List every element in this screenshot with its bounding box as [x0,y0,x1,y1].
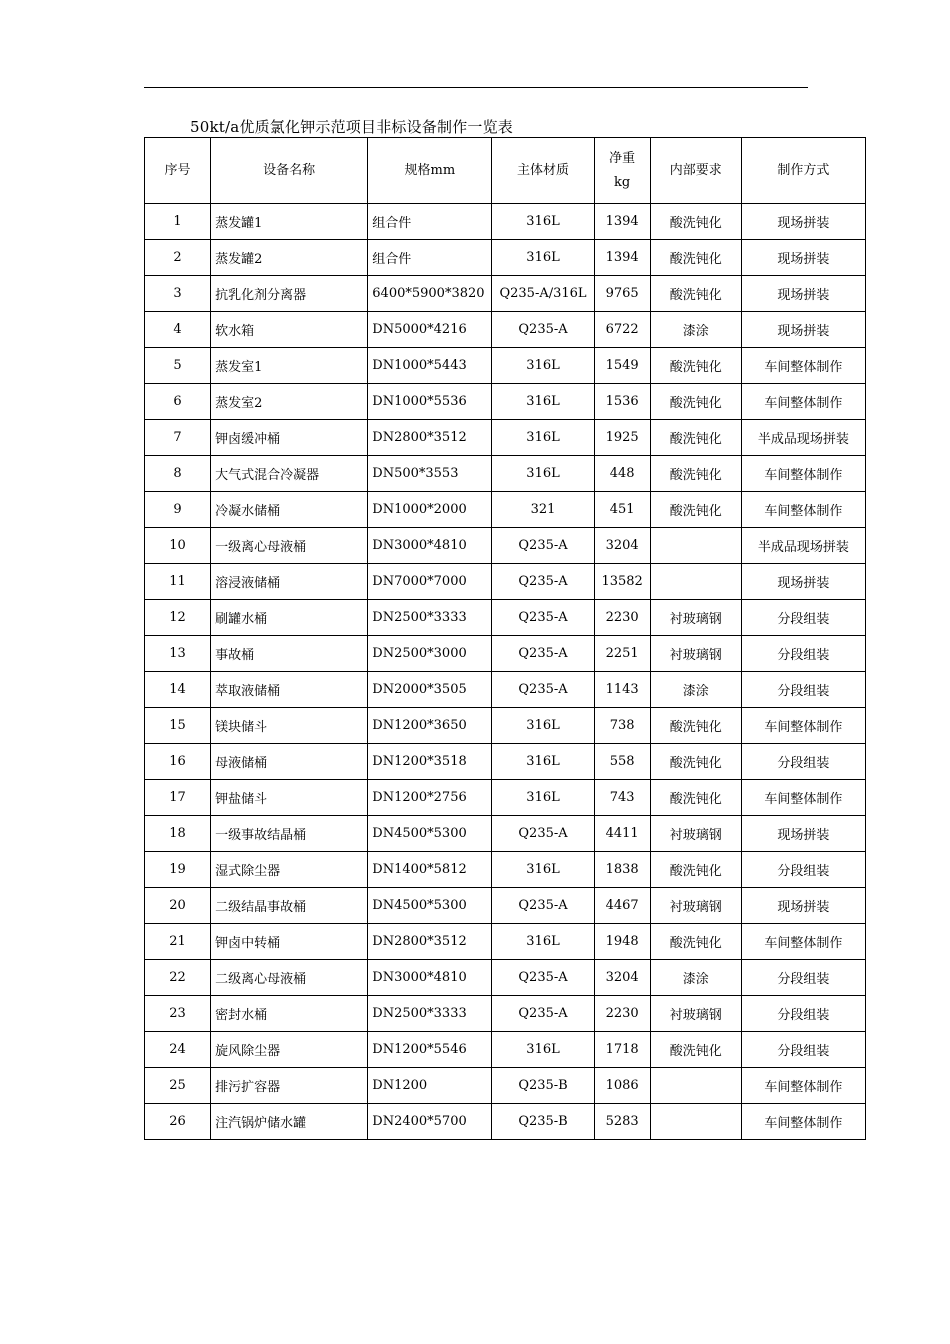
cell-spec: DN3000*4810 [368,528,492,564]
cell-name: 湿式除尘器 [211,852,368,888]
cell-material: 316L [492,204,594,240]
cell-internal [650,528,741,564]
cell-index: 26 [145,1104,211,1140]
cell-spec: DN2000*3505 [368,672,492,708]
cell-spec: DN1000*5443 [368,348,492,384]
table-row [145,204,866,240]
cell-spec: DN4500*5300 [368,888,492,924]
cell-internal: 酸洗钝化 [650,492,741,528]
cell-weight: 9765 [594,276,650,312]
cell-material: Q235-A/316L [492,276,594,312]
cell-material: 316L [492,456,594,492]
cell-internal [650,564,741,600]
cell-fabrication: 现场拼装 [741,276,865,312]
cell-spec: DN1200*2756 [368,780,492,816]
cell-name: 蒸发罐1 [211,204,368,240]
cell-weight: 1925 [594,420,650,456]
cell-spec: 6400*5900*3820 [368,276,492,312]
cell-fabrication: 分段组装 [741,852,865,888]
cell-material: Q235-B [492,1104,594,1140]
cell-weight: 451 [594,492,650,528]
cell-internal [650,1068,741,1104]
header-weight-line1: 净重 [609,150,636,166]
cell-fabrication: 车间整体制作 [741,780,865,816]
cell-spec: DN7000*7000 [368,564,492,600]
cell-weight: 1394 [594,204,650,240]
cell-name: 钾卤缓冲桶 [211,420,368,456]
cell-material: 321 [492,492,594,528]
cell-fabrication: 现场拼装 [741,312,865,348]
cell-internal: 酸洗钝化 [650,456,741,492]
cell-fabrication: 现场拼装 [741,204,865,240]
cell-weight: 1086 [594,1068,650,1104]
table-row [145,996,866,1032]
cell-internal: 衬玻璃钢 [650,600,741,636]
table-row [145,420,866,456]
cell-internal: 酸洗钝化 [650,708,741,744]
table-row [145,672,866,708]
cell-weight: 448 [594,456,650,492]
cell-internal: 衬玻璃钢 [650,888,741,924]
cell-name: 冷凝水储桶 [211,492,368,528]
cell-name: 旋风除尘器 [211,1032,368,1068]
cell-index: 15 [145,708,211,744]
cell-index: 5 [145,348,211,384]
table-row [145,816,866,852]
cell-fabrication: 半成品现场拼装 [741,420,865,456]
cell-weight: 2230 [594,996,650,1032]
cell-index: 18 [145,816,211,852]
cell-index: 19 [145,852,211,888]
cell-index: 4 [145,312,211,348]
cell-fabrication: 车间整体制作 [741,1068,865,1104]
cell-spec: DN1200*3518 [368,744,492,780]
table-row [145,1032,866,1068]
table-row [145,564,866,600]
header-spec: 规格mm [368,138,492,204]
cell-name: 一级离心母液桶 [211,528,368,564]
cell-spec: DN1200 [368,1068,492,1104]
cell-material: 316L [492,240,594,276]
cell-material: Q235-A [492,672,594,708]
cell-weight: 1394 [594,240,650,276]
table-row [145,1104,866,1140]
header-name: 设备名称 [211,138,368,204]
cell-name: 蒸发室1 [211,348,368,384]
table-row [145,348,866,384]
cell-name: 事故桶 [211,636,368,672]
cell-index: 8 [145,456,211,492]
cell-name: 钾盐储斗 [211,780,368,816]
cell-index: 11 [145,564,211,600]
cell-material: 316L [492,744,594,780]
table-row [145,1068,866,1104]
cell-spec: DN4500*5300 [368,816,492,852]
cell-name: 排污扩容器 [211,1068,368,1104]
cell-weight: 3204 [594,960,650,996]
header-material: 主体材质 [492,138,594,204]
header-weight [594,138,650,204]
cell-material: 316L [492,852,594,888]
cell-weight: 1718 [594,1032,650,1068]
cell-name: 刷罐水桶 [211,600,368,636]
cell-weight: 1549 [594,348,650,384]
cell-index: 10 [145,528,211,564]
table-row [145,240,866,276]
cell-spec: DN2500*3333 [368,600,492,636]
cell-name: 注汽锅炉储水罐 [211,1104,368,1140]
cell-index: 24 [145,1032,211,1068]
cell-fabrication: 分段组装 [741,1032,865,1068]
header-index: 序号 [145,138,211,204]
cell-material: 316L [492,780,594,816]
cell-material: Q235-A [492,600,594,636]
cell-internal: 漆涂 [650,672,741,708]
cell-fabrication: 分段组装 [741,996,865,1032]
cell-spec: DN3000*4810 [368,960,492,996]
table-row [145,924,866,960]
cell-fabrication: 车间整体制作 [741,348,865,384]
cell-internal: 酸洗钝化 [650,852,741,888]
cell-index: 17 [145,780,211,816]
table-row [145,276,866,312]
cell-internal: 酸洗钝化 [650,240,741,276]
cell-spec: DN1000*2000 [368,492,492,528]
cell-index: 14 [145,672,211,708]
cell-name: 萃取液储桶 [211,672,368,708]
cell-weight: 3204 [594,528,650,564]
cell-name: 蒸发室2 [211,384,368,420]
cell-fabrication: 车间整体制作 [741,924,865,960]
cell-fabrication: 现场拼装 [741,240,865,276]
table-row [145,312,866,348]
cell-name: 蒸发罐2 [211,240,368,276]
cell-name: 母液储桶 [211,744,368,780]
cell-name: 软水箱 [211,312,368,348]
cell-internal: 酸洗钝化 [650,924,741,960]
cell-name: 镁块储斗 [211,708,368,744]
cell-weight: 5283 [594,1104,650,1140]
cell-name: 大气式混合冷凝器 [211,456,368,492]
cell-internal: 漆涂 [650,960,741,996]
table-header-row [145,138,866,204]
table-row [145,456,866,492]
cell-weight: 1143 [594,672,650,708]
cell-internal: 漆涂 [650,312,741,348]
cell-spec: DN2400*5700 [368,1104,492,1140]
cell-internal: 酸洗钝化 [650,348,741,384]
table-body [145,204,866,1140]
cell-fabrication: 分段组装 [741,672,865,708]
cell-fabrication: 分段组装 [741,636,865,672]
cell-index: 13 [145,636,211,672]
cell-spec: DN2500*3333 [368,996,492,1032]
cell-internal: 酸洗钝化 [650,420,741,456]
cell-index: 2 [145,240,211,276]
table-row [145,636,866,672]
cell-fabrication: 车间整体制作 [741,456,865,492]
cell-index: 23 [145,996,211,1032]
cell-name: 抗乳化剂分离器 [211,276,368,312]
cell-index: 22 [145,960,211,996]
cell-fabrication: 现场拼装 [741,564,865,600]
cell-weight: 1948 [594,924,650,960]
cell-weight: 743 [594,780,650,816]
cell-spec: DN2800*3512 [368,924,492,960]
cell-weight: 738 [594,708,650,744]
cell-name: 钾卤中转桶 [211,924,368,960]
header-weight-line2: kg [614,174,631,190]
table-row [145,528,866,564]
cell-internal: 衬玻璃钢 [650,636,741,672]
table-row [145,888,866,924]
cell-name: 二级离心母液桶 [211,960,368,996]
cell-spec: DN2800*3512 [368,420,492,456]
header-fabrication: 制作方式 [741,138,865,204]
cell-index: 25 [145,1068,211,1104]
cell-index: 16 [145,744,211,780]
table-row [145,708,866,744]
cell-material: Q235-A [492,636,594,672]
cell-spec: DN2500*3000 [368,636,492,672]
table-row [145,744,866,780]
cell-material: 316L [492,924,594,960]
cell-index: 3 [145,276,211,312]
cell-weight: 558 [594,744,650,780]
cell-internal: 酸洗钝化 [650,204,741,240]
table-row [145,852,866,888]
cell-internal: 酸洗钝化 [650,780,741,816]
document-title: 50kt/a优质氯化钾示范项目非标设备制作一览表 [190,118,514,136]
cell-weight: 2251 [594,636,650,672]
cell-weight: 6722 [594,312,650,348]
table-row [145,780,866,816]
cell-spec: DN1200*5546 [368,1032,492,1068]
cell-index: 1 [145,204,211,240]
cell-material: Q235-A [492,564,594,600]
cell-fabrication: 分段组装 [741,960,865,996]
cell-spec: DN500*3553 [368,456,492,492]
cell-name: 密封水桶 [211,996,368,1032]
cell-fabrication: 现场拼装 [741,816,865,852]
cell-weight: 13582 [594,564,650,600]
table-row [145,384,866,420]
cell-weight: 1838 [594,852,650,888]
cell-material: Q235-A [492,996,594,1032]
cell-weight: 1536 [594,384,650,420]
cell-spec: DN1400*5812 [368,852,492,888]
cell-index: 9 [145,492,211,528]
table-row [145,492,866,528]
cell-index: 6 [145,384,211,420]
cell-material: 316L [492,708,594,744]
cell-internal [650,1104,741,1140]
cell-material: 316L [492,1032,594,1068]
cell-fabrication: 车间整体制作 [741,1104,865,1140]
cell-weight: 4411 [594,816,650,852]
cell-weight: 2230 [594,600,650,636]
cell-spec: DN5000*4216 [368,312,492,348]
cell-name: 二级结晶事故桶 [211,888,368,924]
cell-material: Q235-A [492,312,594,348]
equipment-table [144,137,866,1140]
cell-spec: DN1200*3650 [368,708,492,744]
cell-spec: DN1000*5536 [368,384,492,420]
cell-spec: 组合件 [368,204,492,240]
cell-spec: 组合件 [368,240,492,276]
cell-name: 一级事故结晶桶 [211,816,368,852]
cell-fabrication: 分段组装 [741,744,865,780]
cell-material: 316L [492,420,594,456]
cell-material: Q235-A [492,960,594,996]
cell-fabrication: 分段组装 [741,600,865,636]
cell-material: Q235-A [492,816,594,852]
cell-internal: 酸洗钝化 [650,384,741,420]
cell-internal: 酸洗钝化 [650,1032,741,1068]
cell-internal: 衬玻璃钢 [650,996,741,1032]
cell-material: Q235-A [492,528,594,564]
cell-index: 12 [145,600,211,636]
header-internal: 内部要求 [650,138,741,204]
cell-index: 20 [145,888,211,924]
table-row [145,600,866,636]
cell-fabrication: 车间整体制作 [741,492,865,528]
cell-internal: 酸洗钝化 [650,744,741,780]
cell-weight: 4467 [594,888,650,924]
cell-fabrication: 车间整体制作 [741,708,865,744]
cell-material: 316L [492,384,594,420]
cell-internal: 衬玻璃钢 [650,816,741,852]
cell-material: 316L [492,348,594,384]
cell-material: Q235-B [492,1068,594,1104]
cell-fabrication: 车间整体制作 [741,384,865,420]
table-row [145,960,866,996]
cell-name: 溶浸液储桶 [211,564,368,600]
cell-fabrication: 现场拼装 [741,888,865,924]
cell-fabrication: 半成品现场拼装 [741,528,865,564]
cell-internal: 酸洗钝化 [650,276,741,312]
cell-material: Q235-A [492,888,594,924]
cell-index: 21 [145,924,211,960]
cell-index: 7 [145,420,211,456]
header-rule [144,87,808,88]
